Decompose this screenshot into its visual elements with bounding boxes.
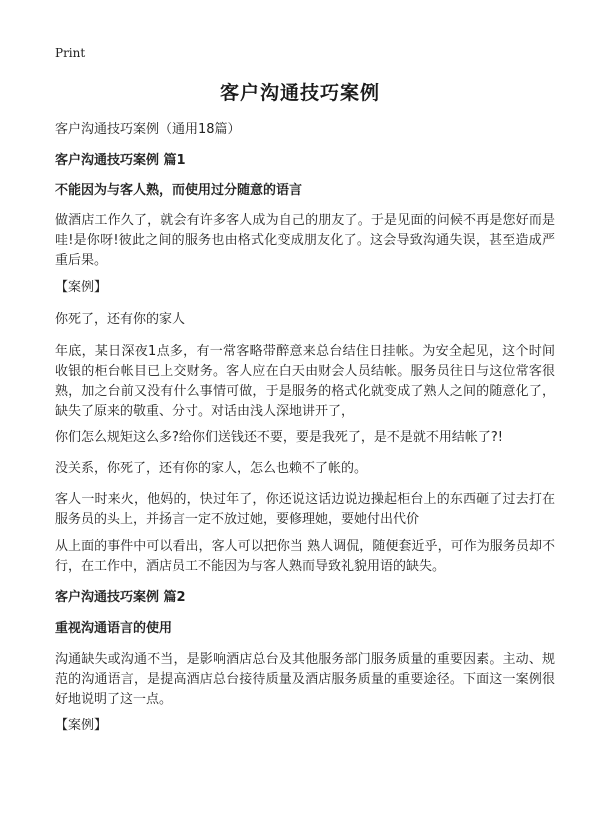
- section-2-heading: 客户沟通技巧案例 篇2: [55, 590, 186, 605]
- section-1-paragraph-3: 客人一时来火，他妈的，快过年了，你还说这话边说边操起柜台上的东西砸了过去打在服务员的头上，并扬言一定不放过她，要修理她，要她付出代价: [55, 492, 555, 527]
- section-2-case-label: 【案例】: [55, 718, 108, 733]
- section-1-paragraph-2: 年底，某日深夜1点多，有一常客略带醉意来总台结住日挂帐。为安全起见，这个时间收银的柜台帐目已上交财务。客人应在白天由财会人员结帐。服务员往日与这位常客很熟，加之台前又没有什么事情可做，于是服务的格式化就变成了熟人之间的随意化了，缺失了原来的敬重、分寸。对话由浅人深地讲开了，: [55, 344, 555, 419]
- section-1-case-label: 【案例】: [55, 280, 108, 295]
- section-1-paragraph-4: 从上面的事件中可以看出，客人可以把你当 熟人调侃，随便套近乎，可作为服务员却不行，在工作中，酒店员工不能因为与客人熟而导致礼貌用语的缺失。: [55, 539, 555, 574]
- section-1-paragraph-1: 做酒店工作久了，就会有许多客人成为自己的朋友了。于是见面的问候不再是您好而是哇!是你呀!彼此之间的服务也由格式化变成朋友化了。这会导致沟通失误，甚至造成严重后果。: [55, 213, 555, 268]
- section-2-subheading: 重视沟通语言的使用: [55, 621, 173, 636]
- print-label[interactable]: Print: [55, 46, 86, 60]
- page-title: 客户沟通技巧案例: [219, 82, 380, 104]
- section-1-heading: 客户沟通技巧案例 篇1: [55, 153, 186, 168]
- section-1-dialogue-2: 没关系，你死了，还有你的家人，怎么也赖不了帐的。: [55, 461, 368, 476]
- section-1-case-title: 你死了，还有你的家人: [55, 312, 186, 327]
- section-1-subheading: 不能因为与客人熟，而使用过分随意的语言: [55, 183, 303, 198]
- section-1-dialogue-1: 你们怎么规矩这么多?给你们送钱还不要，要是我死了，是不是就不用结帐了?!: [55, 430, 504, 445]
- section-2-paragraph-1: 沟通缺失或沟通不当，是影响酒店总台及其他服务部门服务质量的重要因素。主动、规范的沟通语言，是提高酒店总台接待质量及酒店服务质量的重要途径。下面这一案例很好地说明了这一点。: [55, 652, 555, 707]
- document-subtitle: 客户沟通技巧案例（通用18篇）: [55, 122, 241, 137]
